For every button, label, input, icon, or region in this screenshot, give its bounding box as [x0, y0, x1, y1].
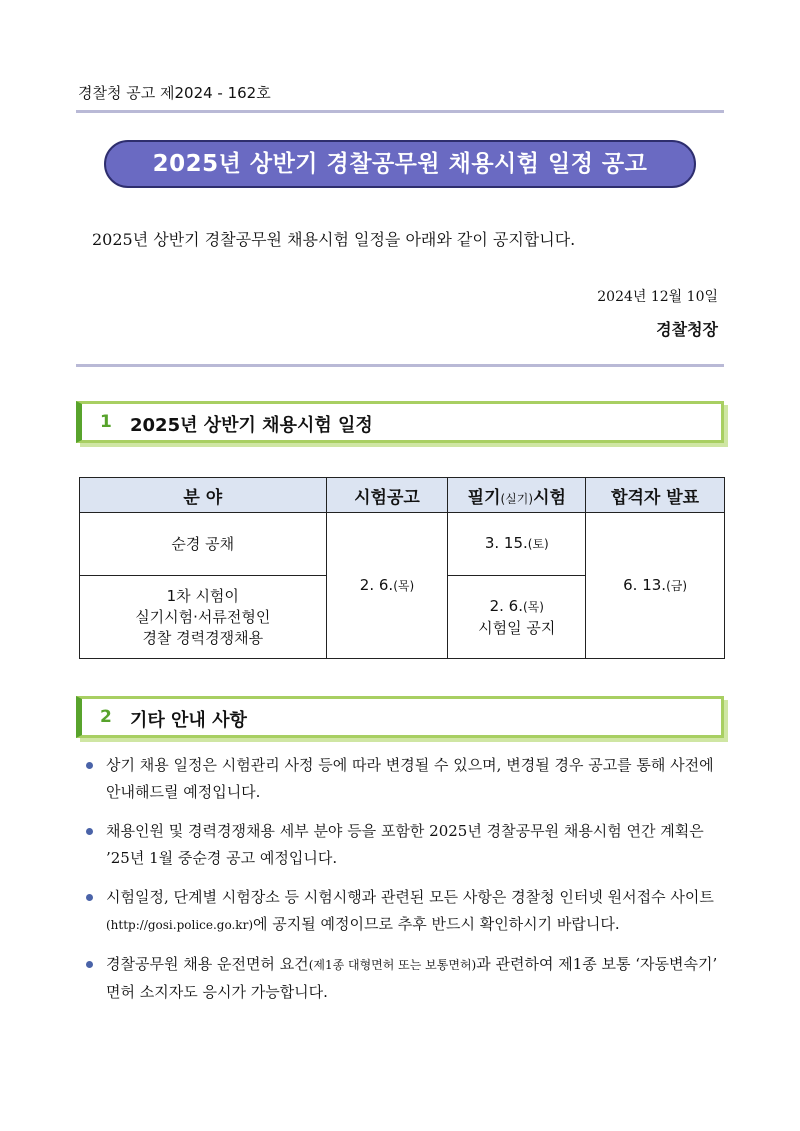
row2-field-line: 1차 시험이: [166, 586, 239, 605]
middle-divider: [76, 364, 724, 367]
result-date-cell: [586, 513, 725, 659]
row2-written-main: 2. 6.: [489, 596, 523, 615]
list-item: [86, 884, 726, 939]
result-main: 6. 13.: [623, 575, 667, 594]
note-text: 채용인원 및 경력경쟁채용 세부 분야 등을 포함한 2025년 경찰공무원 채용시험 연간 계획은 ’25년 1월 중순경 공고 예정입니다.: [106, 822, 704, 867]
announcement-day: (목): [393, 578, 415, 593]
written-label-post: 시험: [533, 487, 566, 508]
schedule-table: [79, 477, 725, 659]
announcement-main: 2. 6.: [359, 575, 394, 594]
bullet-icon: [86, 762, 93, 769]
notice-number: 경찰청 공고 제2024 - 162호: [78, 84, 271, 102]
announcement-date: 2024년 12월 10일: [597, 289, 718, 305]
row2-written-day: (목): [523, 599, 544, 614]
table-header-row: [80, 478, 725, 513]
header-field: 분 야: [80, 478, 327, 513]
issuer: 경찰청장: [656, 320, 718, 339]
note-text: 상기 채용 일정은 시험관리 사정 등에 따라 변경될 수 있으며, 변경될 경우 공고를 통해 사전에 안내해드릴 예정입니다.: [106, 756, 714, 801]
list-item: [86, 818, 726, 872]
section2-title: 기타 안내 사항: [130, 710, 247, 731]
intro-text: 2025년 상반기 경찰공무원 채용시험 일정을 아래와 같이 공지합니다.: [92, 230, 576, 249]
section1-title: 2025년 상반기 채용시험 일정: [130, 415, 373, 436]
note-text-post: 에 공지될 예정이므로 추후 반드시 확인하시기 바랍니다.: [253, 915, 620, 933]
announcement-date-cell: [326, 513, 448, 659]
written-label-pre: 필기: [467, 487, 501, 508]
section2-number: 2: [100, 707, 112, 727]
note-url: (http://gosi.police.go.kr): [106, 918, 253, 932]
header-result: 합격자 발표: [586, 478, 725, 513]
row1-field: 순경 공채: [80, 513, 327, 576]
section1-number: 1: [100, 412, 112, 432]
row2-written: [448, 576, 586, 659]
row1-written-day: (토): [527, 537, 549, 551]
notes-list: [86, 752, 726, 1018]
section1-header: [76, 401, 724, 443]
bullet-icon: [86, 894, 93, 901]
list-item: [86, 752, 726, 806]
result-day: (금): [666, 578, 688, 593]
row1-written: [448, 513, 586, 576]
list-item: [86, 951, 726, 1006]
row2-field-line: 경찰 경력경쟁채용: [142, 628, 264, 647]
header-written-exam: [448, 478, 586, 513]
row2-field: [80, 576, 327, 659]
row1-written-main: 3. 15.: [484, 534, 528, 552]
note-license-detail: (제1종 대형면허 또는 보통면허): [308, 958, 477, 972]
note-text-pre: 시험일정, 단계별 시험장소 등 시험시행과 관련된 모든 사항은 경찰청 인터넷 원서접수 사이트: [106, 888, 714, 906]
note-text-pre: 경찰공무원 채용 운전면허 요건: [106, 955, 309, 973]
row2-field-line: 실기시험·서류전형인: [135, 607, 271, 626]
written-label-small: (실기): [500, 491, 534, 506]
header-announcement: 시험공고: [326, 478, 448, 513]
section2-header: [76, 696, 724, 738]
page-title: 2025년 상반기 경찰공무원 채용시험 일정 공고: [104, 140, 696, 188]
row2-written-note: 시험일 공지: [478, 618, 556, 637]
top-divider: [76, 110, 724, 113]
note-text-post: 과 관련하여 제1종 보통 ‘자동변속기’ 면허 소지자도 응시가 가능합니다.: [106, 955, 718, 1001]
table-row: [80, 513, 725, 576]
bullet-icon: [86, 828, 93, 835]
bullet-icon: [86, 961, 93, 968]
